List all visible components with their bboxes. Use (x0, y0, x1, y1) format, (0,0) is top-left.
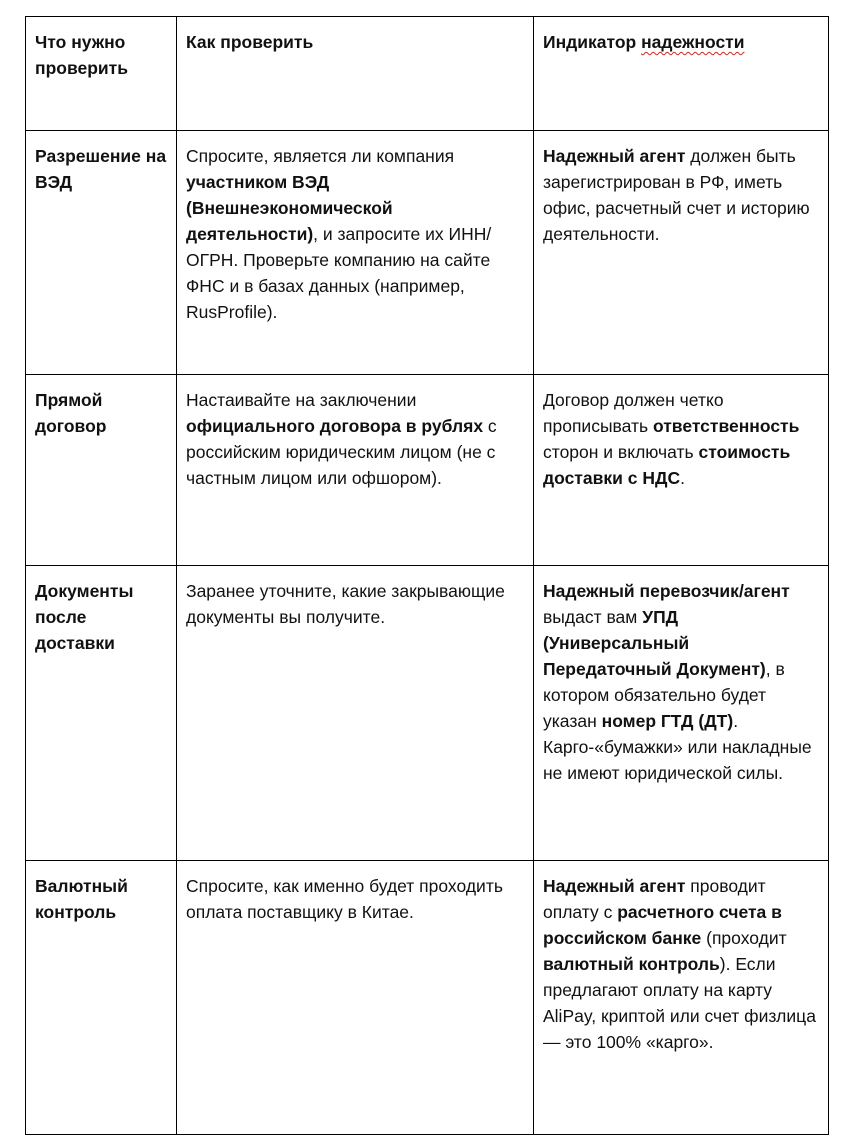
table-row (26, 861, 829, 1135)
bold-text: участником ВЭД (Внешнеэкономической деятельности) (186, 172, 393, 244)
check-cell: Документы после доставки (26, 566, 177, 861)
check-cell: Прямой договор (26, 375, 177, 566)
indicator-cell (534, 861, 829, 1135)
header-what-to-check: Что нужно проверить (26, 17, 177, 131)
bold-text: расчетного счета в российском банке (543, 902, 782, 948)
header-reliability-indicator (534, 17, 829, 131)
indicator-cell (534, 566, 829, 861)
header-misspelled-word[interactable]: надежности (641, 32, 745, 52)
bold-text: валютный контроль (543, 954, 720, 974)
text: Спросите, является ли компания (186, 146, 455, 166)
indicator-cell (534, 131, 829, 375)
text: должен быть зарегистрирован в РФ, иметь офис, расчетный счет и историю деятельности. (543, 146, 810, 244)
bold-text: стоимость доставки с НДС (543, 442, 791, 488)
bold-text: Надежный перевозчик/агент (543, 581, 790, 601)
verification-table (25, 16, 829, 1135)
text: проводит оплату с (543, 876, 766, 922)
table-row (26, 566, 829, 861)
text: . Карго-«бумажки» или накладные не имеют юридической силы. (543, 711, 812, 783)
check-cell: Валютный контроль (26, 861, 177, 1135)
bold-text: ответственность (652, 416, 800, 436)
bold-text: официального договора в рублях (186, 416, 484, 436)
how-cell (177, 131, 534, 375)
text: , в котором обязательно будет указан (543, 659, 785, 731)
text: с российским юридическим лицом (не с частным лицом или офшором). (186, 416, 497, 488)
table-header-row (26, 17, 829, 131)
text: . (680, 468, 685, 488)
table-row (26, 375, 829, 566)
header-how-to-check: Как проверить (177, 17, 534, 131)
indicator-cell (534, 375, 829, 566)
bold-text: Надежный агент (543, 146, 686, 166)
text: , и запросите их ИНН/ОГРН. Проверьте компанию на сайте ФНС и в базах данных (например, RusProfile). (186, 224, 492, 322)
bold-text: УПД (Универсальный Передаточный Документ) (543, 607, 766, 679)
how-cell (177, 861, 534, 1135)
table-row (26, 131, 829, 375)
text: Спросите, как именно будет проходить оплата поставщику в Китае. (186, 876, 503, 922)
how-cell (177, 566, 534, 861)
text: сторон и включать (543, 442, 699, 462)
bold-text: номер ГТД (ДТ) (601, 711, 734, 731)
text: выдаст вам (543, 607, 643, 627)
bold-text: Надежный агент (543, 876, 686, 896)
how-cell (177, 375, 534, 566)
text: Заранее уточните, какие закрывающие документы вы получите. (186, 581, 505, 627)
text: Настаивайте на заключении (186, 390, 417, 410)
header-indicator-word: Индикатор (543, 32, 642, 52)
text: (проходит (701, 928, 787, 948)
text: Договор должен четко прописывать (543, 390, 724, 436)
check-cell: Разрешение на ВЭД (26, 131, 177, 375)
text: ). Если предлагают оплату на карту AliPay, криптой или счет физлица — это 100% «карго». (543, 954, 816, 1052)
